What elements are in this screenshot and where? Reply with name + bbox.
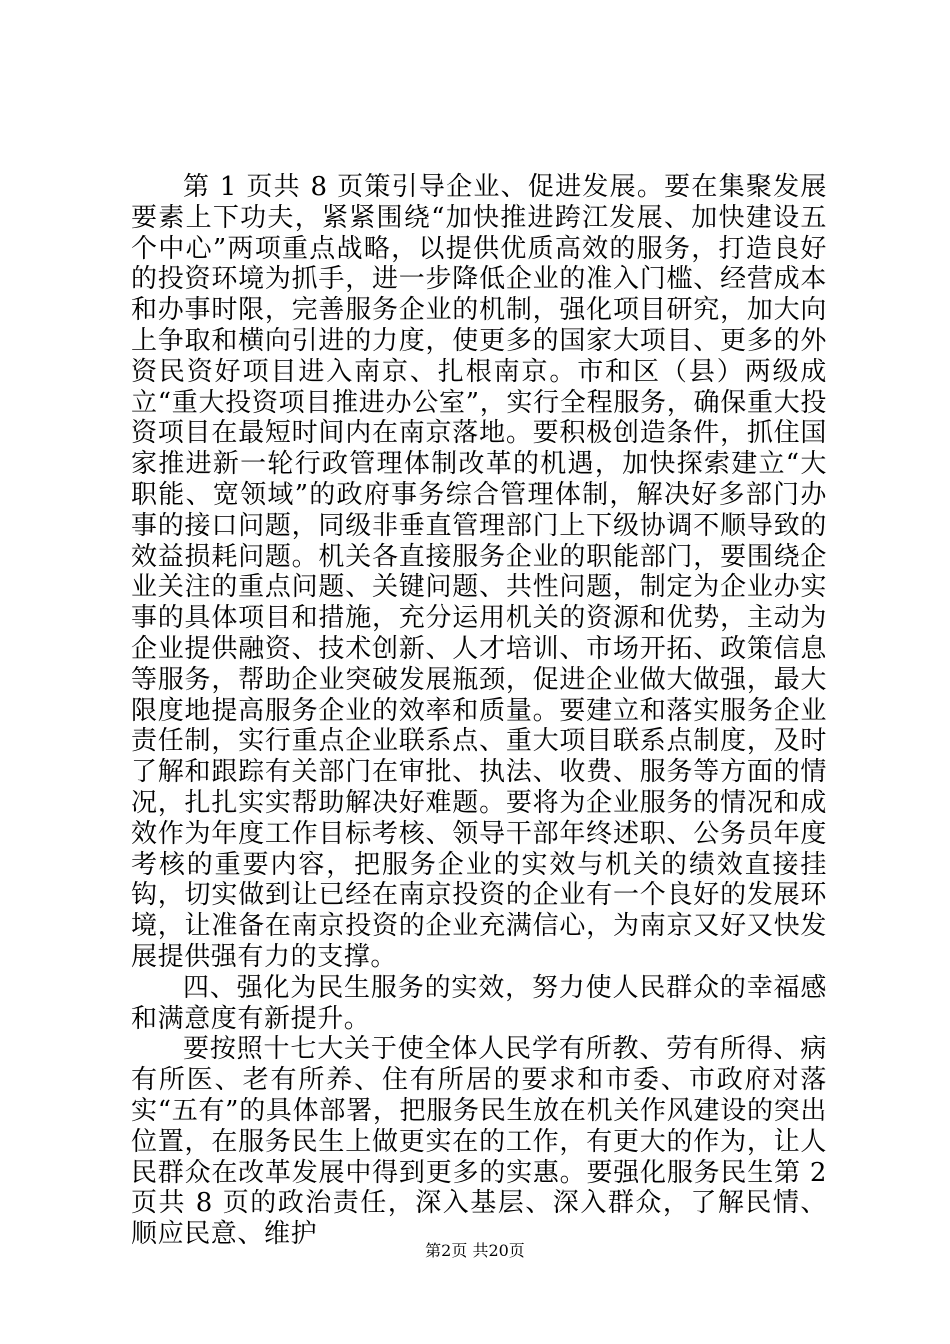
document-body — [131, 172, 827, 1250]
paragraph-enterprise-service: 第 1 页共 8 页策引导企业、促进发展。要在集聚发展要素上下功夫，紧紧围绕“加快推进跨江发展、加快建设五个中心”两项重点战略，以提供优质高效的服务，打造良好的投资环境为抓手，进一步降低企业的准入门槛、经营成本和办事时限，完善服务企业的机制，强化项目研究，加大向上争取和横向引进的力度，使更多的国家大项目、更多的外资民资好项目进入南京、扎根南京。市和区（县）两级成立“重大投资项目推进办公室”，实行全程服务，确保重大投资项目在最短时间内在南京落地。要积极创造条件，抓住国家推进新一轮行政管理体制改革的机遇，加快探索建立“大职能、宽领域”的政府事务综合管理体制，解决好多部门办事的接口问题，同级非垂直管理部门上下级协调不顺导致的效益损耗问题。机关各直接服务企业的职能部门，要围绕企业关注的重点问题、关键问题、共性问题，制定为企业办实事的具体项目和措施，充分运用机关的资源和优势，主动为企业提供融资、技术创新、人才培训、市场开拓、政策信息等服务，帮助企业突破发展瓶颈，促进企业做大做强，最大限度地提高服务企业的效率和质量。要建立和落实服务企业责任制，实行重点企业联系点、重大项目联系点制度，及时了解和跟踪有关部门在审批、执法、收费、服务等方面的情况，扎扎实实帮助解决好难题。要将为企业服务的情况和成效作为年度工作目标考核、领导干部年终述职、公务员年度考核的重要内容，把服务企业的实效与机关的绩效直接挂钩，切实做到让已经在南京投资的企业有一个良好的发展环境，让准备在南京投资的企业充满信心，为南京又好又快发展提供强有力的支撑。 — [131, 172, 827, 972]
paragraph-section-four-heading: 四、强化为民生服务的实效，努力使人民群众的幸福感和满意度有新提升。 — [131, 972, 827, 1034]
paragraph-livelihood-service: 要按照十七大关于使全体人民学有所教、劳有所得、病有所医、老有所养、住有所居的要求和市委、市政府对落实“五有”的具体部署，把服务民生放在机关作风建设的突出位置，在服务民生上做更实在的工作，有更大的作为，让人民群众在改革发展中得到更多的实惠。要强化服务民生第 2 页共 8 页的政治责任，深入基层、深入群众，了解民情、顺应民意、维护 — [131, 1034, 827, 1250]
page-footer: 第2页 共20页 — [425, 1241, 525, 1260]
